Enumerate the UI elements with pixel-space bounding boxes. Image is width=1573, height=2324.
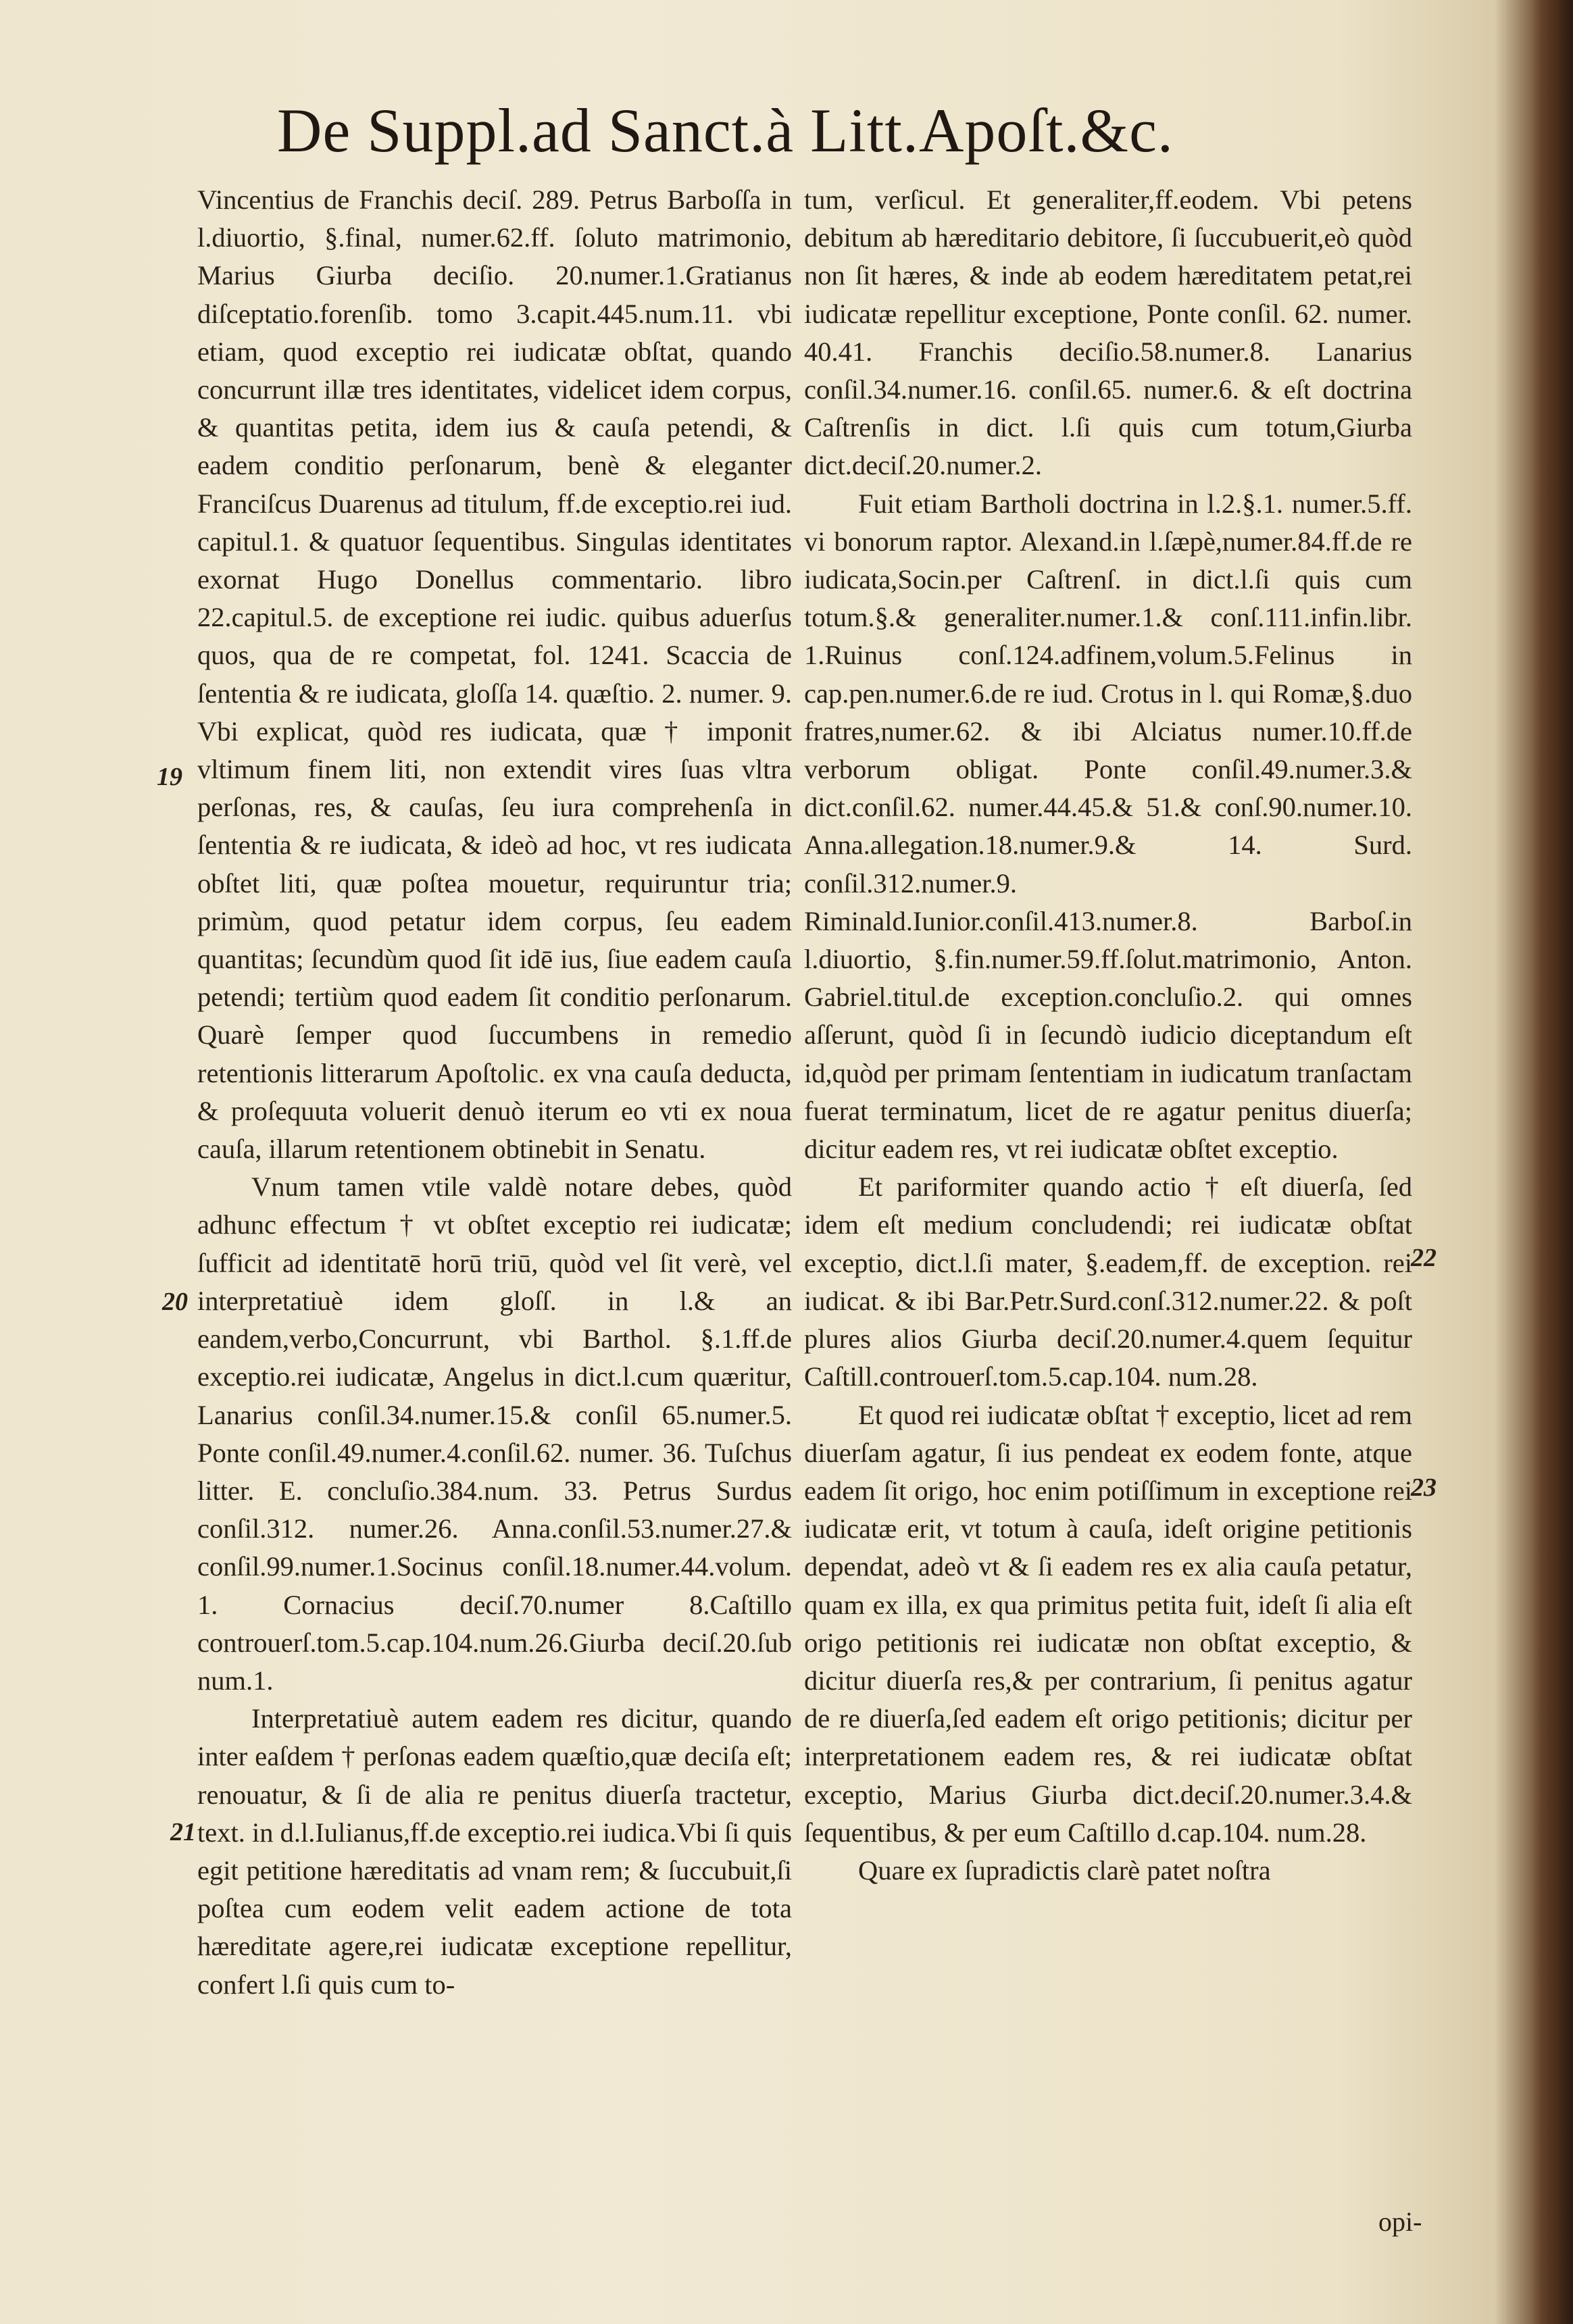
right-paragraph-2: Fuit etiam Bartholi doctrina in l.2.§.1. numer.5.ff. vi bonorum raptor. Alexand.in l.ſæpè,numer.84.ff.de re iudicata,Socin.per Caſtrenſ. in dict.l.ſi quis cum totum.§.& generaliter.numer.1.& conſ.111.infin.libr. 1.Ruinus conſ.124.adfinem,volum.5.Felinus in cap.pen.numer.6.de re iud. Crotus in l. qui Romæ,§.duo fratres,numer.62. & ibi Alciatus numer.10.ff.de verborum obligat. Ponte conſil.49.numer.3.& dict.conſil.62. numer.44.45.& 51.& conſ.90.numer.10. Anna.allegation.18.numer.9.& 14. Surd. conſil.312.numer.9. Riminald.Iunior.conſil.413.numer.8. Barboſ.in l.diuortio, §.fin.numer.59.ff.ſolut.matrimonio, Anton. Gabriel.titul.de exception.concluſio.2. qui omnes aſſerunt, quòd ſi in ſecundò iudicio diceptandum eſt id,quòd per primam ſententiam in iudicatum tranſactam fuerat terminatum, licet de re agatur penitus diuerſa; dicitur eadem res, vt rei iudicatæ obſtet exceptio. <box>804 488 1412 1165</box>
catchword: opi- <box>1378 2206 1422 2237</box>
marginal-number-23: 23 <box>1411 1473 1437 1502</box>
left-paragraph-1: Vincentius de Franchis deciſ. 289. Petrus Barboſſa in l.diuortio, §.final, numer.62.ff. ſoluto matrimonio, Marius Giurba deciſio. 20.numer.1.Gratianus diſceptatio.forenſib. tomo 3.capit.445.num.11. vbi etiam, quod exceptio rei iudicatæ obſtat, quando concurrunt illæ tres identitates, videlicet idem corpus, & quantitas petita, idem ius & cauſa petendi, & eadem conditio perſonarum, benè & eleganter Franciſcus Duarenus ad titulum, ff.de exceptio.rei iud. capitul.1. & quatuor ſequentibus. Singulas identitates exornat Hugo Donellus commentario. libro 22.capitul.5. de exceptione rei iudic. quibus aduerſus quos, qua de re competat, fol. 1241. Scaccia de ſententia & re iudicata, gloſſa 14. quæſtio. 2. numer. 9. Vbi explicat, quòd res iudicata, quæ † imponit vltimum finem liti, non extendit vires ſuas vltra perſonas, res, & cauſas, ſeu iura comprehenſa in ſententia & re iudicata, & ideò ad hoc, vt res iudicata obſtet liti, quæ poſtea mouetur, requiruntur tria; primùm, quod petatur idem corpus, ſeu eadem quantitas; ſecundùm quod ſit idē ius, ſiue eadem cauſa petendi; tertiùm quod eadem ſit conditio perſonarum. Quarè ſemper quod ſuccumbens in remedio retentionis litterarum Apoſtolic. ex vna cauſa deducta, & proſequuta voluerit denuò iterum eo vti ex noua cauſa, illarum retentionem obtinebit in Senatu. <box>197 184 792 1165</box>
right-paragraph-3: Et pariformiter quando actio † eſt diuerſa, ſed idem eſt medium concludendi; rei iudicatæ obſtat exceptio, dict.l.ſi mater, §.eadem,ff. de exception. rei iudicat. & ibi Bar.Petr.Surd.conſ.312.numer.22. & poſt plures alios Giurba deciſ.20.numer.4.quem ſequitur Caſtill.controuerſ.tom.5.cap.104. num.28. <box>804 1171 1412 1392</box>
right-paragraph-1: tum, verſicul. Et generaliter,ff.eodem. Vbi petens debitum ab hæreditario debitore, ſi ſuccubuerit,eò quòd non ſit hæres, & inde ab eodem hæreditatem petat,rei iudicatæ repellitur exceptione, Ponte conſil. 62. numer. 40.41. Franchis deciſio.58.numer.8. Lanarius conſil.34.numer.16. conſil.65. numer.6. & eſt doctrina Caſtrenſis in dict. l.ſi quis cum totum,Giurba dict.deciſ.20.numer.2. <box>804 184 1412 481</box>
page-edge <box>1532 0 1573 2324</box>
marginal-number-22: 22 <box>1411 1244 1437 1272</box>
right-paragraph-5: Quare ex ſupradictis clarè patet noſtra <box>858 1854 1271 1886</box>
left-paragraph-2: Vnum tamen vtile valdè notare debes, quòd adhunc effectum † vt obſtet exceptio rei iudicatæ; ſufficit ad identitatē horū triū, quòd vel ſit verè, vel interpretatiuè idem gloſſ. in l.& an eandem,verbo,Concurrunt, vbi Barthol. §.1.ff.de exceptio.rei iudicatæ, Angelus in dict.l.cum quæritur, Lanarius conſil.34.numer.15.& conſil 65.numer.5. Ponte conſil.49.numer.4.conſil.62. numer. 36. Tuſchus litter. E. concluſio.384.num. 33. Petrus Surdus conſil.312. numer.26. Anna.conſil.53.numer.27.& conſil.99.numer.1.Socinus conſil.18.numer.44.volum. 1. Cornacius deciſ.70.numer 8.Caſtillo controuerſ.tom.5.cap.104.num.26.Giurba deciſ.20.ſub num.1. <box>197 1171 792 1696</box>
marginal-number-19: 19 <box>157 763 182 791</box>
marginal-number-21: 21 <box>170 1818 196 1846</box>
running-head: De Suppl.ad Sanct.à Litt.Apoſt.&c. <box>277 96 1174 165</box>
left-column <box>197 181 792 2004</box>
right-column <box>804 181 1412 1890</box>
right-paragraph-4: Et quod rei iudicatæ obſtat † exceptio, licet ad rem diuerſam agatur, ſi ius pendeat ex eodem fonte, atque eadem ſit origo, hoc enim potiſſimum in exceptione rei iudicatæ erit, vt totum à cauſa, ideſt origine petitionis dependat, adeò vt & ſi eadem res ex alia cauſa petatur, quam ex illa, ex qua primitus petita fuit, ideſt ſi alia eſt origo petitionis rei iudicatæ non obſtat exceptio, & dicitur diuerſa res,& per contrarium, ſi penitus agatur de re diuerſa,ſed eadem eſt origo petitionis; dicitur per interpretationem eadem res, & rei iudicatæ obſtat exceptio, Marius Giurba dict.deciſ.20.numer.3.4.& ſequentibus, & per eum Caſtillo d.cap.104. num.28. <box>804 1399 1412 1848</box>
left-paragraph-3: Interpretatiuè autem eadem res dicitur, quando inter eaſdem † perſonas eadem quæſtio,quæ deciſa eſt; renouatur, & ſi de alia re penitus diuerſa tractetur, text. in d.l.Iulianus,ff.de exceptio.rei iudica.Vbi ſi quis egit petitione hæreditatis ad vnam rem; & ſuccubuit,ſi poſtea cum eodem velit eadem actione de tota hæreditate agere,rei iudicatæ exceptione repellitur, confert l.ſi quis cum to- <box>197 1703 792 2000</box>
marginal-number-20: 20 <box>162 1288 188 1316</box>
